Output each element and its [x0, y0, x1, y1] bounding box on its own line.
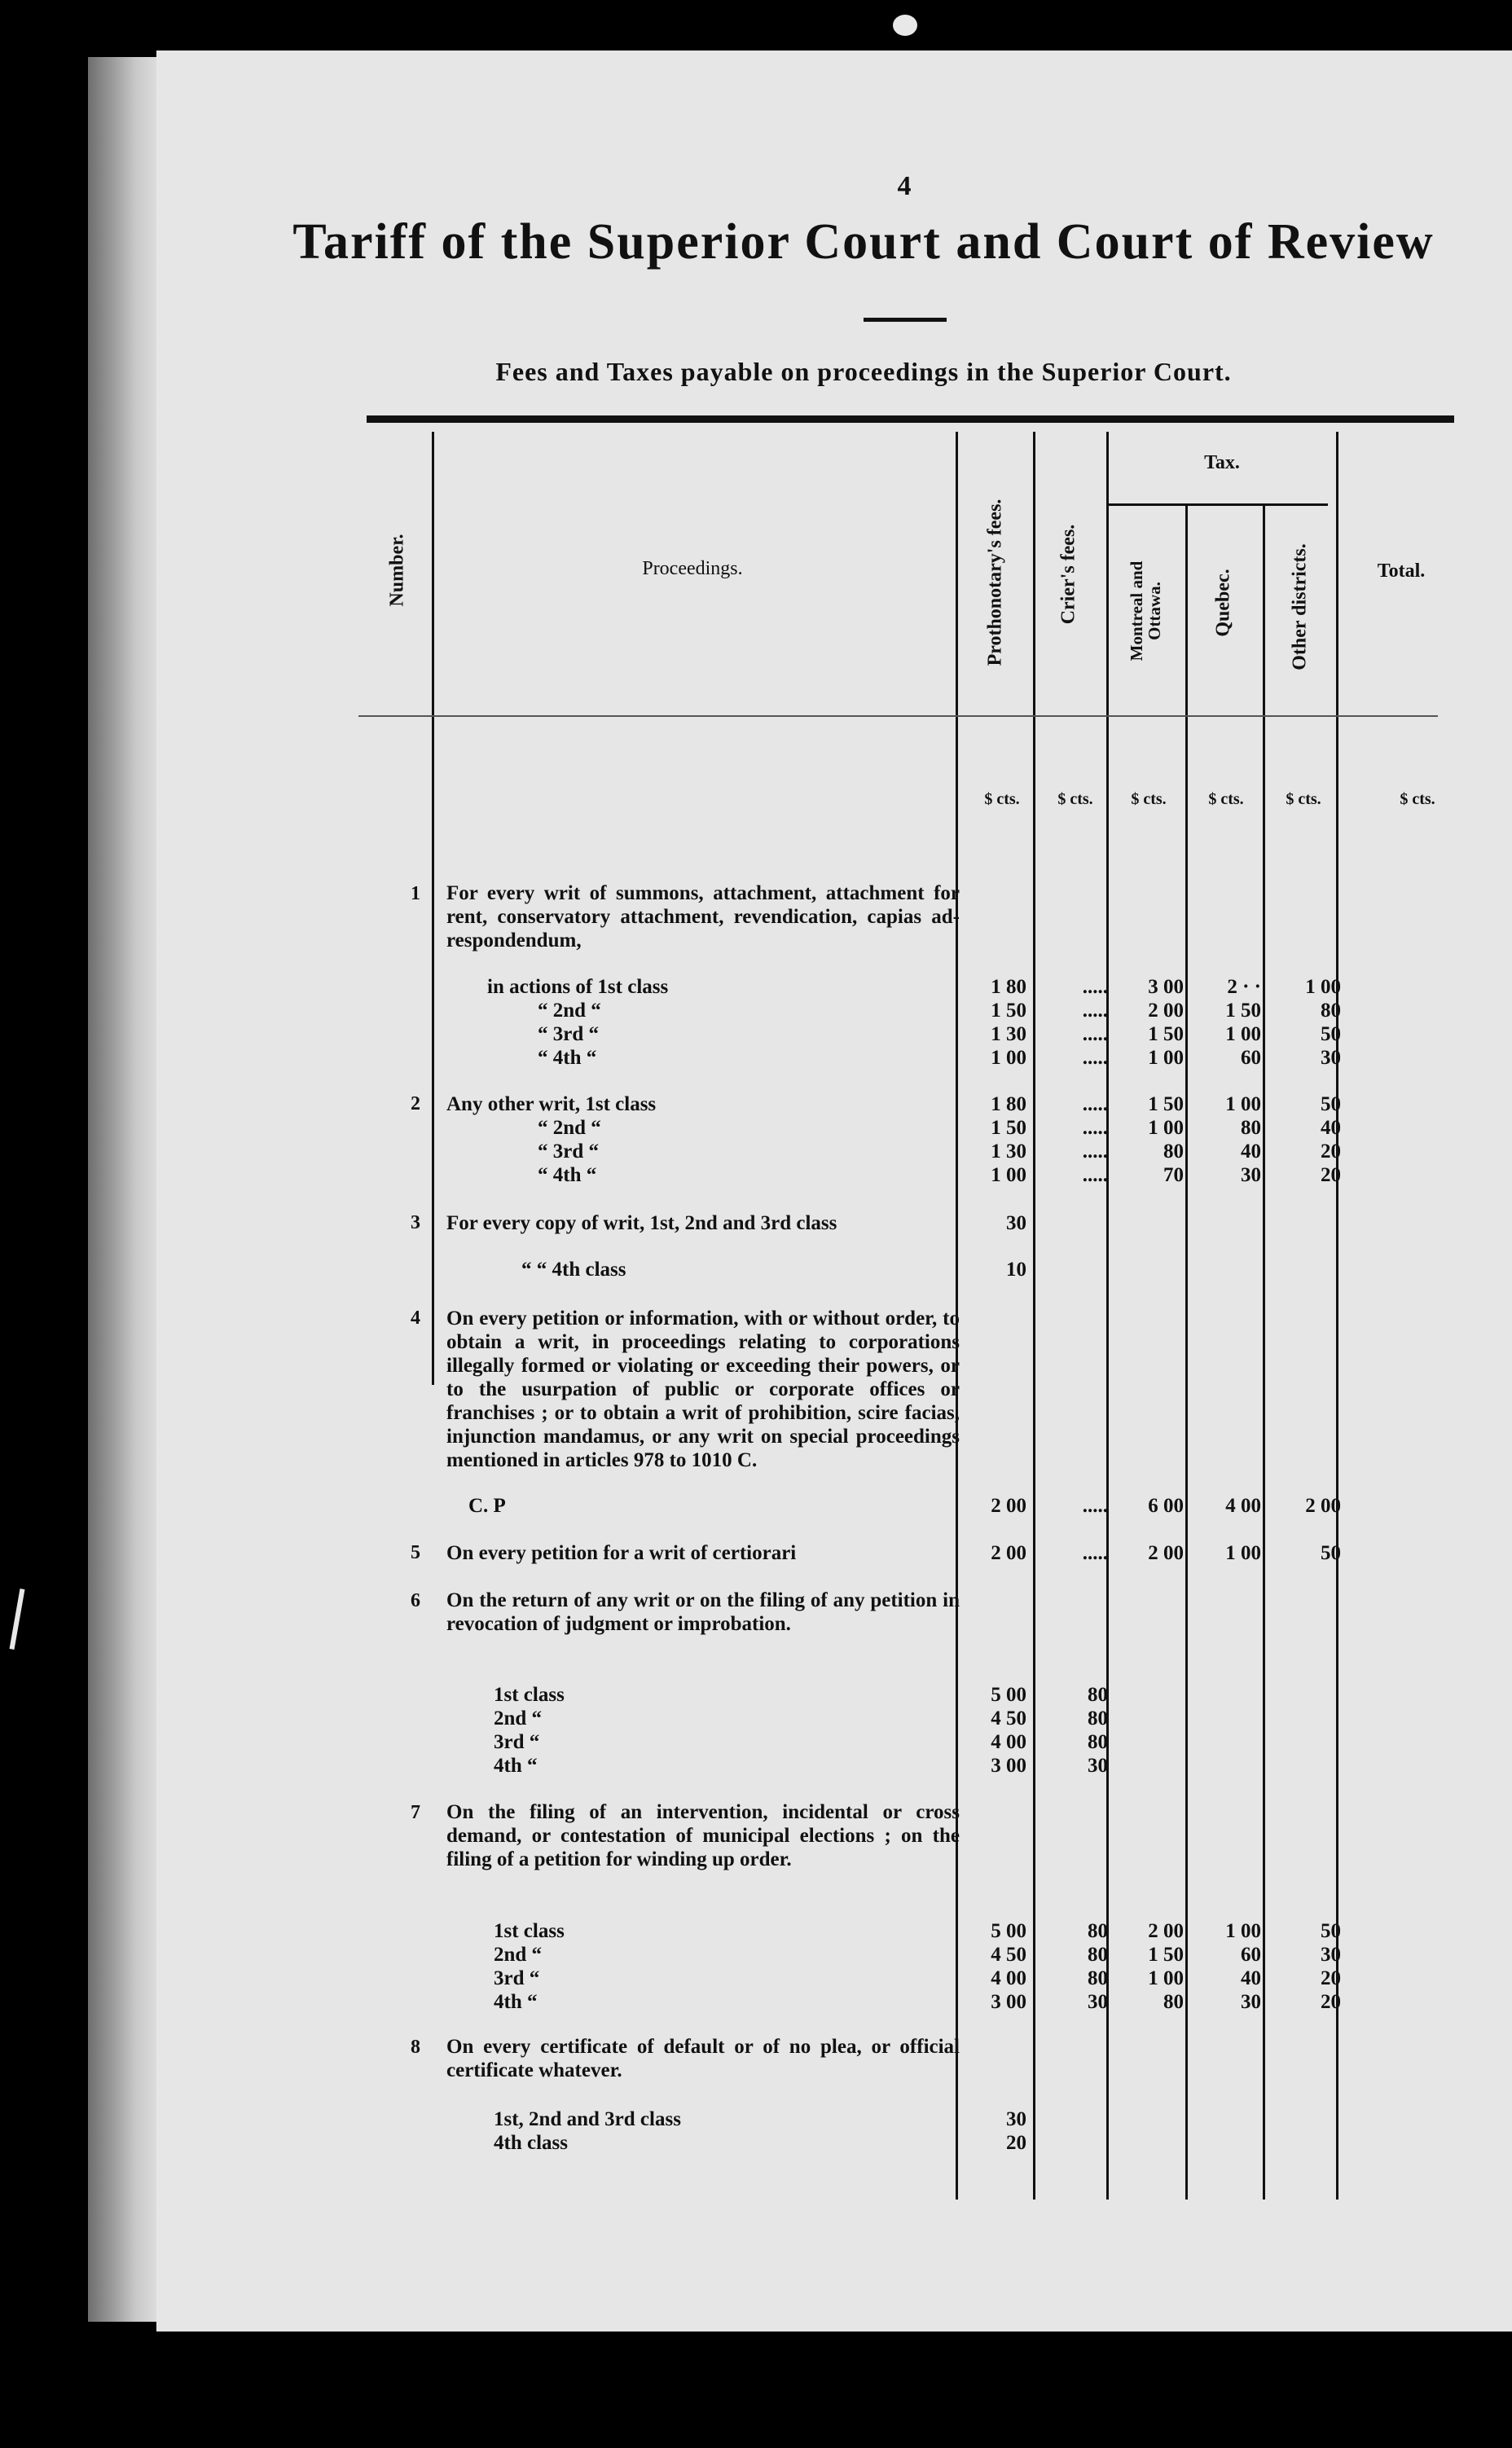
- fee-crier: 30: [1088, 1991, 1108, 2013]
- tax-montreal: 1 50: [1148, 1944, 1184, 1966]
- item-number: 1: [411, 883, 420, 904]
- fee-crier: 80: [1088, 1731, 1108, 1753]
- row-label: 1st class: [494, 1920, 565, 1942]
- fee-crier: 80: [1088, 1920, 1108, 1942]
- row-label: “ 3rd “: [538, 1140, 599, 1162]
- row-label: C. P: [468, 1495, 506, 1517]
- row-label: “ 3rd “: [538, 1023, 599, 1045]
- unit-total: $ cts.: [1400, 790, 1435, 808]
- fee-crier: .....: [1082, 1023, 1108, 1045]
- row-label: 3rd “: [494, 1967, 540, 1989]
- fee-prothonotary: 1 30: [991, 1023, 1026, 1045]
- header-proceedings: Proceedings.: [642, 558, 743, 579]
- fee-prothonotary: 4 00: [991, 1731, 1026, 1753]
- tax-other: 50: [1321, 1920, 1341, 1942]
- tax-quebec: 60: [1241, 1047, 1261, 1069]
- fee-prothonotary: 1 50: [991, 1000, 1026, 1022]
- fee-prothonotary: 10: [1006, 1259, 1026, 1281]
- film-scratch: [10, 1589, 25, 1650]
- tax-montreal: 3 00: [1148, 976, 1184, 998]
- fee-prothonotary: 1 00: [991, 1164, 1026, 1186]
- fee-prothonotary: 1 80: [991, 976, 1026, 998]
- tax-quebec: 2 · ·: [1227, 976, 1261, 998]
- unit-montreal: $ cts.: [1131, 790, 1167, 808]
- fee-crier: .....: [1082, 1495, 1108, 1517]
- tax-montreal: 2 00: [1148, 1000, 1184, 1022]
- fee-prothonotary: 1 00: [991, 1047, 1026, 1069]
- header-quebec: Quebec.: [1212, 569, 1234, 637]
- tax-other: 30: [1321, 1944, 1341, 1966]
- tax-quebec: 80: [1241, 1117, 1261, 1139]
- fee-crier: .....: [1082, 976, 1108, 998]
- fee-prothonotary: 3 00: [991, 1991, 1026, 2013]
- fee-crier: 80: [1088, 1967, 1108, 1989]
- row-label: 4th “: [494, 1755, 538, 1777]
- tax-montreal: 80: [1163, 1991, 1184, 2013]
- unit-quebec: $ cts.: [1208, 790, 1244, 808]
- tax-other: 50: [1321, 1093, 1341, 1115]
- fee-prothonotary: 20: [1006, 2132, 1026, 2154]
- document-subtitle: Fees and Taxes payable on proceedings in the Superior Court.: [495, 357, 1232, 386]
- title-rule: [864, 318, 947, 322]
- unit-crier: $ cts.: [1057, 790, 1093, 808]
- row-label: “ 2nd “: [538, 1117, 601, 1139]
- fee-crier: 80: [1088, 1684, 1108, 1706]
- row-label: “ “ 4th class: [521, 1259, 626, 1281]
- fee-prothonotary: 1 50: [991, 1117, 1026, 1139]
- tax-montreal: 1 50: [1148, 1023, 1184, 1045]
- fee-prothonotary: 4 50: [991, 1707, 1026, 1729]
- tax-quebec: 60: [1241, 1944, 1261, 1966]
- document-title: Tariff of the Superior Court and Court of Review: [292, 214, 1435, 270]
- tax-montreal: 1 00: [1148, 1047, 1184, 1069]
- row-label: 2nd “: [494, 1944, 543, 1966]
- row-label: in actions of 1st class: [487, 976, 669, 998]
- row-label: 1st, 2nd and 3rd class: [494, 2108, 681, 2130]
- fee-crier: .....: [1082, 1047, 1108, 1069]
- tax-quebec: 1 00: [1225, 1023, 1261, 1045]
- fee-prothonotary: 5 00: [991, 1920, 1026, 1942]
- page-number: 4: [897, 171, 912, 201]
- tax-quebec: 1 00: [1225, 1920, 1261, 1942]
- row-label: “ 4th “: [538, 1164, 597, 1186]
- fee-prothonotary: 1 80: [991, 1093, 1026, 1115]
- header-bottom-rule: [358, 715, 1438, 717]
- row-label: 4th class: [494, 2132, 568, 2154]
- item-number: 3: [411, 1212, 420, 1233]
- item-number: 2: [411, 1093, 420, 1114]
- item-description: On the return of any writ or on the filing of any petition in revocation of judgment or improbation.: [446, 1589, 960, 1635]
- fee-prothonotary: 1 30: [991, 1140, 1026, 1162]
- tax-montreal: 1 00: [1148, 1967, 1184, 1989]
- fee-prothonotary: 3 00: [991, 1755, 1026, 1777]
- header-tax: Tax.: [1204, 452, 1240, 473]
- fee-prothonotary: 2 00: [991, 1495, 1026, 1517]
- item-description: For every writ of summons, attachment, attachment for rent, conservatory attachment, revendication, capias ad-respondendum,: [446, 882, 960, 952]
- tax-quebec: 40: [1241, 1140, 1261, 1162]
- tax-other: 50: [1321, 1542, 1341, 1564]
- tax-quebec: 1 00: [1225, 1093, 1261, 1115]
- fee-crier: .....: [1082, 1140, 1108, 1162]
- row-label: On every petition for a writ of certiorari: [446, 1542, 797, 1564]
- tax-other: 40: [1321, 1117, 1341, 1139]
- row-label: For every copy of writ, 1st, 2nd and 3rd class: [446, 1212, 837, 1234]
- fee-crier: 80: [1088, 1944, 1108, 1966]
- tax-quebec: 4 00: [1225, 1495, 1261, 1517]
- header-number: Number.: [386, 534, 408, 607]
- fee-prothonotary: 2 00: [991, 1542, 1026, 1564]
- row-label: “ 2nd “: [538, 1000, 601, 1022]
- tax-montreal: 2 00: [1148, 1920, 1184, 1942]
- tax-quebec: 30: [1241, 1991, 1261, 2013]
- tax-montreal: 1 50: [1148, 1093, 1184, 1115]
- fee-prothonotary: 5 00: [991, 1684, 1026, 1706]
- fee-prothonotary: 30: [1006, 2108, 1026, 2130]
- tax-other: 1 00: [1305, 976, 1341, 998]
- item-number: 4: [411, 1308, 420, 1329]
- tax-montreal: 1 00: [1148, 1117, 1184, 1139]
- tax-montreal: 70: [1163, 1164, 1184, 1186]
- tax-montreal: 6 00: [1148, 1495, 1184, 1517]
- tax-other: 20: [1321, 1164, 1341, 1186]
- item-description: On the filing of an intervention, incidental or cross demand, or contestation of municipal elections ; on the filing of a petition for winding up order.: [446, 1801, 960, 1870]
- unit-prothonotary: $ cts.: [984, 790, 1020, 808]
- row-label: Any other writ, 1st class: [446, 1093, 657, 1115]
- fee-crier: .....: [1082, 1164, 1108, 1186]
- header-total: Total.: [1377, 560, 1426, 582]
- fee-crier: 30: [1088, 1755, 1108, 1777]
- tax-other: 20: [1321, 1991, 1341, 2013]
- row-label: “ 4th “: [538, 1047, 597, 1069]
- tax-underline: [1106, 503, 1328, 506]
- fee-prothonotary: 4 00: [991, 1967, 1026, 1989]
- tax-quebec: 40: [1241, 1967, 1261, 1989]
- header-montreal: Montreal and Ottawa.: [1127, 560, 1164, 661]
- tax-quebec: 1 00: [1225, 1542, 1261, 1564]
- tax-montreal: 80: [1163, 1140, 1184, 1162]
- header-prothonotary: Prothonotary's fees.: [984, 499, 1006, 666]
- item-number: 6: [411, 1590, 420, 1611]
- fee-prothonotary: 4 50: [991, 1944, 1026, 1966]
- fee-crier: .....: [1082, 1000, 1108, 1022]
- row-label: 4th “: [494, 1991, 538, 2013]
- item-description: On every petition or information, with or without order, to obtain a writ, in proceedings relating to corporations illegally formed or violating or exceeding their powers, or to the usurpation of public or corporate offices or franchises ; or to obtain a writ of prohibition, scire facias, injunction mandamus, or any writ on special proceedings mentioned in articles 978 to 1010 C.: [446, 1308, 960, 1471]
- tax-other: 20: [1321, 1967, 1341, 1989]
- fee-crier: .....: [1082, 1542, 1108, 1564]
- item-number: 7: [411, 1802, 420, 1823]
- page-binding-edge: [88, 57, 156, 2322]
- unit-other: $ cts.: [1286, 790, 1321, 808]
- row-label: 3rd “: [494, 1731, 540, 1753]
- table-top-rule: [367, 415, 1454, 423]
- fee-crier: .....: [1082, 1093, 1108, 1115]
- rule-quebec-col: [1263, 505, 1265, 2200]
- film-speck: [893, 15, 917, 36]
- tax-quebec: 1 50: [1225, 1000, 1261, 1022]
- tax-quebec: 30: [1241, 1164, 1261, 1186]
- tax-other: 20: [1321, 1140, 1341, 1162]
- fee-crier: 80: [1088, 1707, 1108, 1729]
- item-number: 5: [411, 1542, 420, 1563]
- fee-prothonotary: 30: [1006, 1212, 1026, 1234]
- header-other: Other districts.: [1289, 543, 1311, 670]
- rule-number-col: [432, 432, 434, 1385]
- tax-montreal: 2 00: [1148, 1542, 1184, 1564]
- tax-other: 30: [1321, 1047, 1341, 1069]
- item-description: On every certificate of default or of no plea, or official certificate whatever.: [446, 2036, 960, 2081]
- tax-other: 50: [1321, 1023, 1341, 1045]
- item-number: 8: [411, 2037, 420, 2058]
- tax-other: 80: [1321, 1000, 1341, 1022]
- row-label: 1st class: [494, 1684, 565, 1706]
- tax-other: 2 00: [1305, 1495, 1341, 1517]
- row-label: 2nd “: [494, 1707, 543, 1729]
- fee-crier: .....: [1082, 1117, 1108, 1139]
- header-crier: Crier's fees.: [1057, 524, 1079, 625]
